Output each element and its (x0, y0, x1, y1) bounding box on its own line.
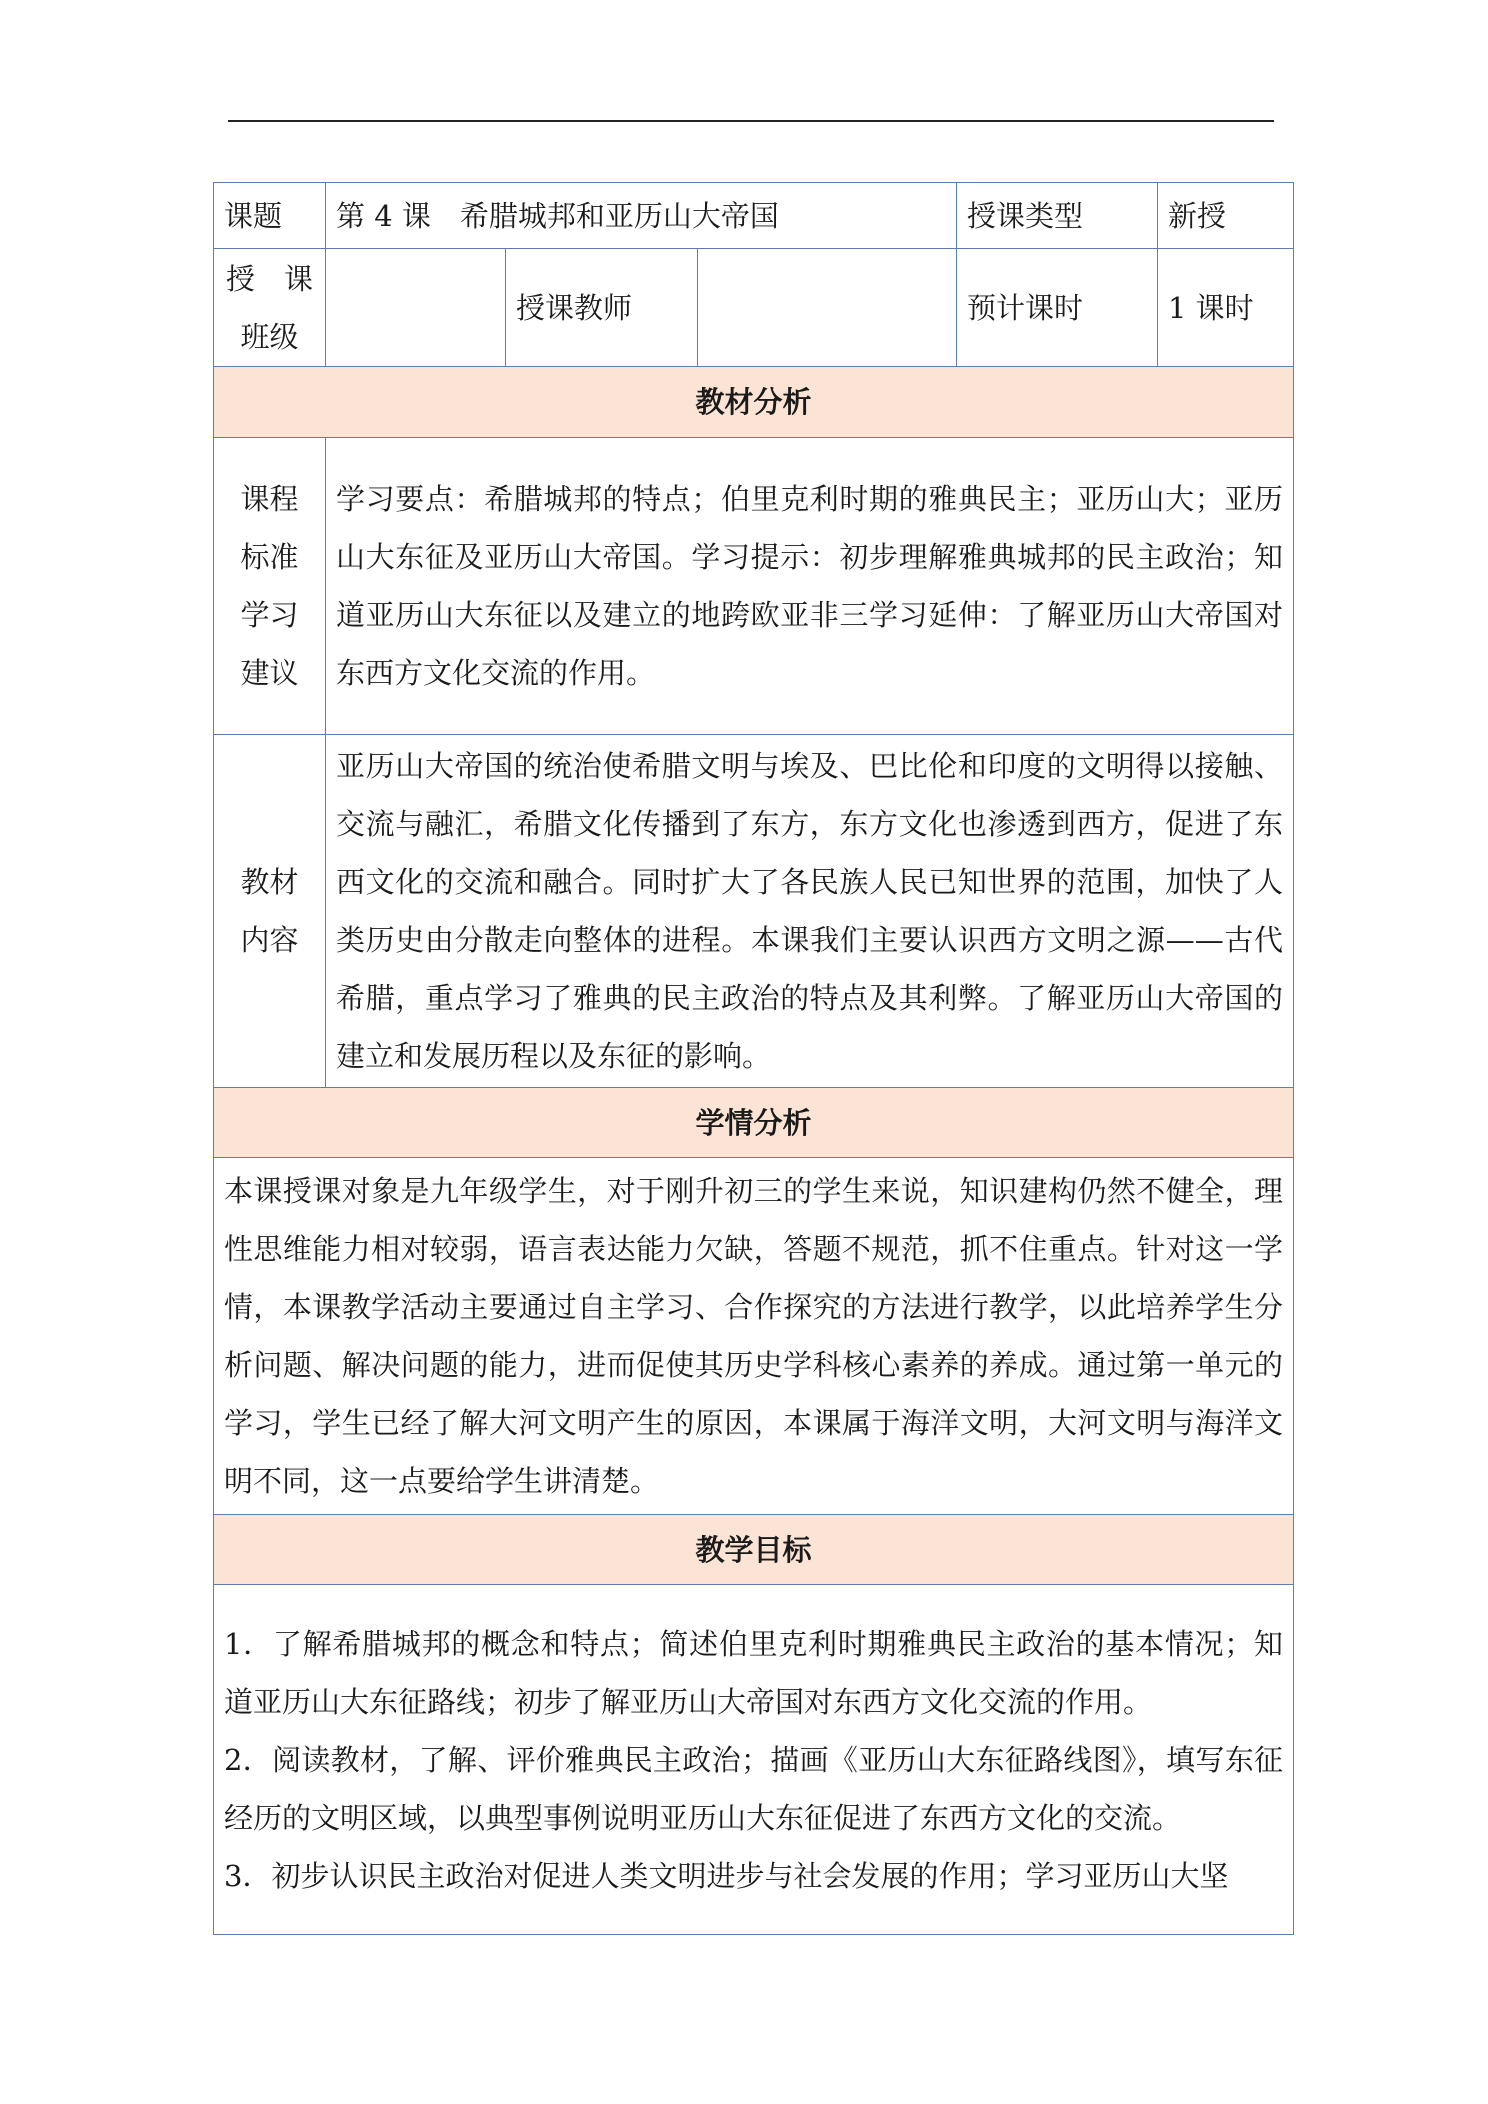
student-analysis-text: 本课授课对象是九年级学生，对于刚升初三的学生来说，知识建构仍然不健全，理性思维能力相对较弱，语言表达能力欠缺，答题不规范，抓不住重点。针对这一学情，本课教学活动主要通过自主学习、合作探究的方法进行教学，以此培养学生分析问题、解决问题的能力，进而促使其历史学科核心素养的养成。通过第一单元的学习，学生已经了解大河文明产生的原因，本课属于海洋文明，大河文明与海洋文明不同，这一点要给学生讲清楚。 (214, 1158, 1294, 1515)
row-class (214, 249, 1294, 367)
content-text: 亚历山大帝国的统治使希腊文明与埃及、巴比伦和印度的文明得以接触、交流与融汇，希腊文化传播到了东方，东方文化也渗透到西方，促进了东西文化的交流和融合。同时扩大了各民族人民已知世界的范围，加快了人类历史由分散走向整体的进程。本课我们主要认识西方文明之源——古代希腊，重点学习了雅典的民主政治的特点及其利弊。了解亚历山大帝国的建立和发展历程以及东征的影响。 (326, 735, 1294, 1088)
standard-text: 学习要点：希腊城邦的特点；伯里克利时期的雅典民主；亚历山大；亚历山大东征及亚历山大帝国。学习提示：初步理解雅典城邦的民主政治；知道亚历山大东征以及建立的地跨欧亚非三学习延伸：了解亚历山大帝国对东西方文化交流的作用。 (326, 438, 1294, 735)
goal-item: 1．了解希腊城邦的概念和特点；简述伯里克利时期雅典民主政治的基本情况；知道亚历山大东征路线；初步了解亚历山大帝国对东西方文化交流的作用。 (224, 1626, 1284, 1719)
standard-label-line: 标准 (240, 540, 299, 574)
class-value (326, 249, 506, 367)
topic-value: 第 4 课 希腊城邦和亚历山大帝国 (326, 183, 957, 249)
hours-value: 1 课时 (1158, 249, 1294, 367)
row-standard (214, 438, 1294, 735)
standard-label (214, 438, 326, 735)
content-label (214, 735, 326, 1088)
header-rule (228, 120, 1274, 122)
row-topic (214, 183, 1294, 249)
content-label-line: 内容 (240, 923, 299, 957)
class-label-line2: 班级 (240, 319, 299, 354)
hours-label: 预计课时 (957, 249, 1158, 367)
section-heading-textbook: 教材分析 (214, 367, 1294, 438)
type-value: 新授 (1158, 183, 1294, 249)
row-content (214, 735, 1294, 1088)
row-student-text (214, 1158, 1294, 1515)
class-label-line1: 授 课 (225, 261, 313, 296)
standard-label-line: 学习 (240, 598, 299, 632)
row-textbook-heading (214, 367, 1294, 438)
row-goals-heading (214, 1515, 1294, 1585)
section-heading-goals: 教学目标 (214, 1515, 1294, 1585)
goal-item: 2．阅读教材，了解、评价雅典民主政治；描画《亚历山大东征路线图》，填写东征经历的文明区域，以典型事例说明亚历山大东征促进了东西方文化的交流。 (224, 1742, 1284, 1835)
topic-label: 课题 (214, 183, 326, 249)
goals-list (214, 1585, 1294, 1935)
lesson-plan-table (213, 182, 1294, 1935)
standard-label-line: 课程 (240, 482, 299, 516)
standard-label-line: 建议 (240, 656, 299, 690)
section-heading-student: 学情分析 (214, 1088, 1294, 1158)
teacher-label: 授课教师 (506, 249, 698, 367)
row-student-heading (214, 1088, 1294, 1158)
content-label-line: 教材 (240, 865, 299, 899)
row-goals (214, 1585, 1294, 1935)
type-label: 授课类型 (957, 183, 1158, 249)
goal-item: 3．初步认识民主政治对促进人类文明进步与社会发展的作用；学习亚历山大坚 (224, 1858, 1229, 1893)
class-label (214, 249, 326, 367)
teacher-value (698, 249, 957, 367)
